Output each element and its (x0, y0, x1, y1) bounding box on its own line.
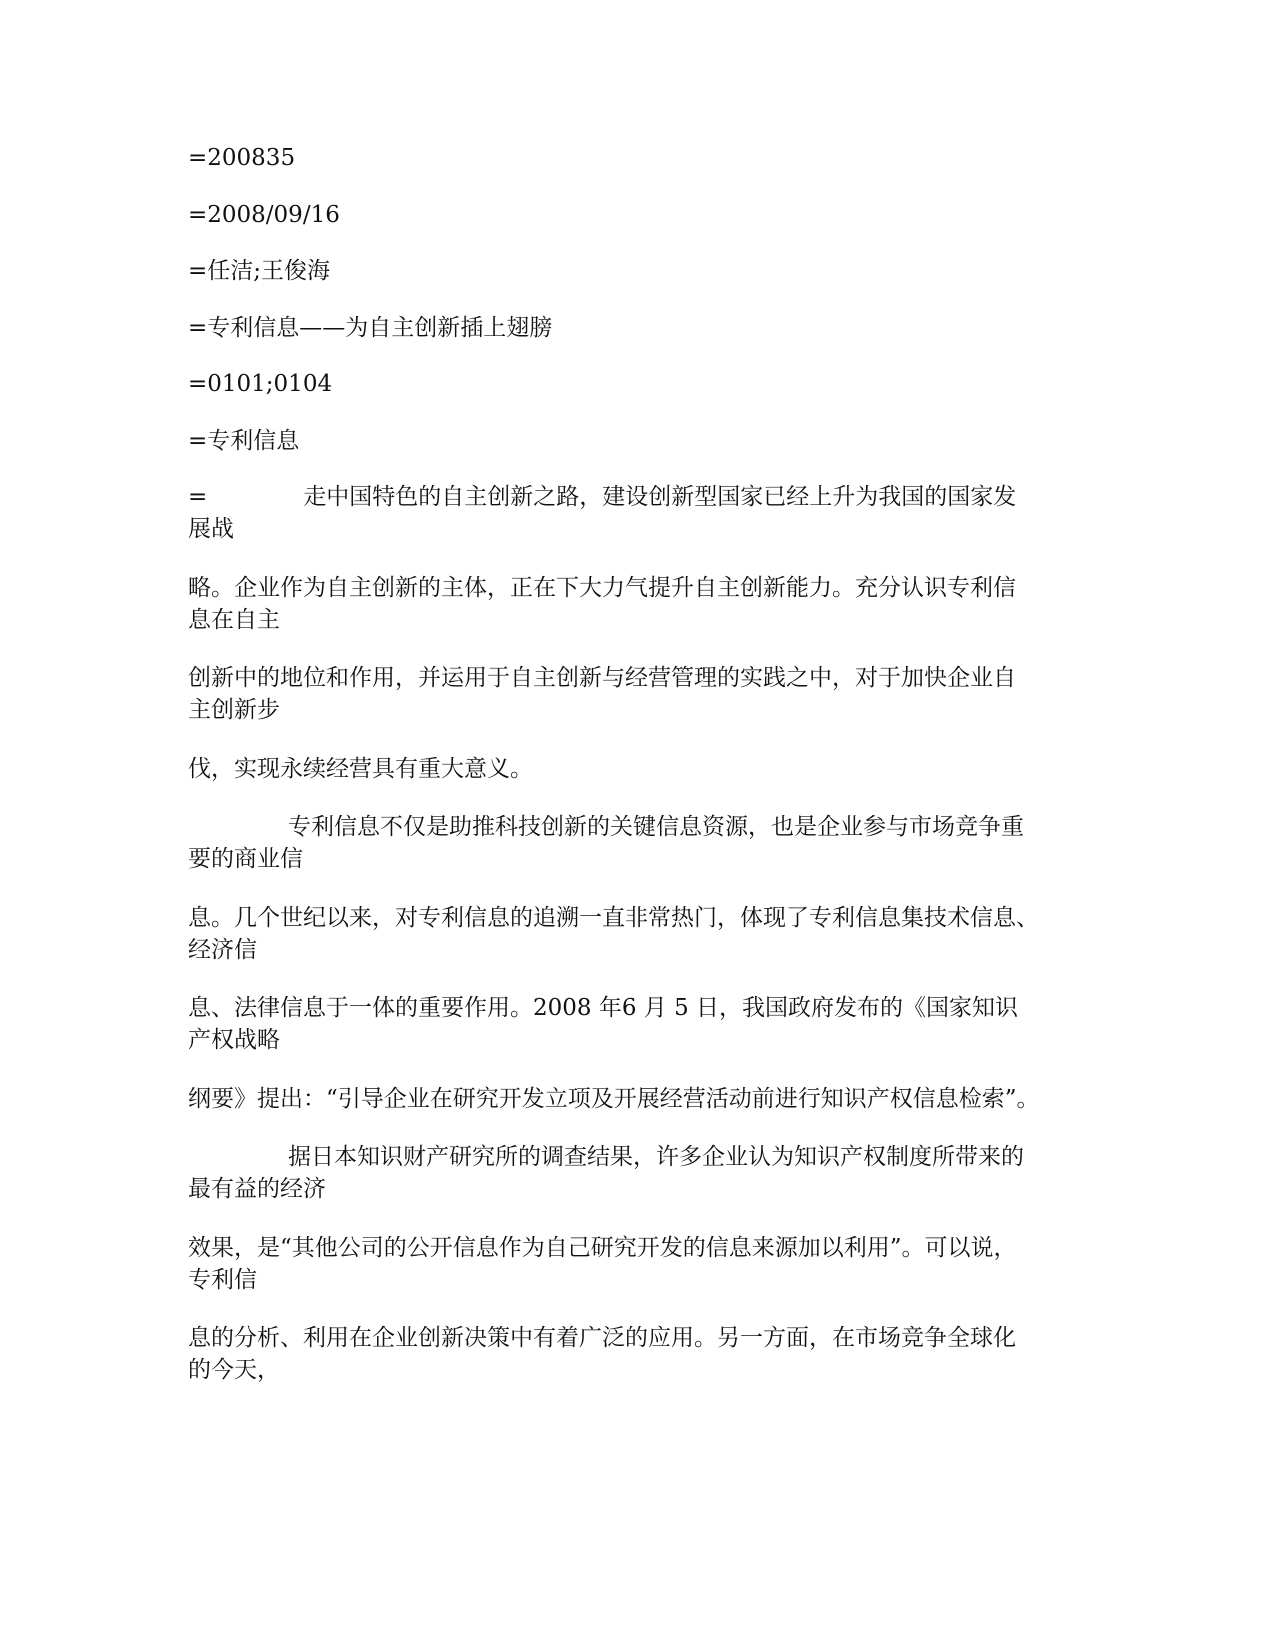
body-text: 专利信息不仅是助推科技创新的关键信息资源，也是企业参与市场竞争重 (288, 814, 1024, 840)
body-line-12: 息、法律信息于一体的重要作用。2008 年6 月 5 日，我国政府发布的《国家知识 (188, 995, 1019, 1021)
body-line-17: 效果，是“其他公司的公开信息作为自己研究开发的信息来源加以利用”。可以说， (188, 1235, 1017, 1261)
body-line-19: 息的分析、利用在企业创新决策中有着广泛的应用。另一方面，在市场竞争全球化 (188, 1325, 1016, 1351)
body-line-15 (188, 1141, 1024, 1173)
body-prefix: = (188, 484, 208, 510)
body-line-13: 产权战略 (188, 1027, 280, 1053)
body-line-3: 略。企业作为自主创新的主体，正在下大力气提升自主创新能力。充分认识专利信 (188, 575, 1016, 601)
field-date: =2008/09/16 (188, 202, 340, 228)
body-line-4: 息在自主 (188, 607, 280, 633)
body-line-11: 经济信 (188, 937, 257, 963)
body-line-18: 专利信 (188, 1267, 257, 1293)
body-text: 走中国特色的自主创新之路，建设创新型国家已经上升为我国的国家发 (303, 484, 1017, 510)
body-line-7: 伐，实现永续经营具有重大意义。 (188, 756, 533, 782)
body-text: 据日本知识财产研究所的调查结果，许多企业认为知识产权制度所带来的 (288, 1144, 1024, 1170)
field-keywords: =专利信息 (188, 428, 300, 454)
field-authors: =任洁;王俊海 (188, 258, 331, 284)
body-line-20: 的今天， (188, 1357, 280, 1383)
body-line-6: 主创新步 (188, 697, 280, 723)
body-line-14: 纲要》提出：“引导企业在研究开发立项及开展经营活动前进行知识产权信息检索”。 (188, 1086, 1040, 1112)
body-line-8 (188, 811, 1024, 843)
body-line-16: 最有益的经济 (188, 1176, 326, 1202)
body-line-1 (188, 481, 1016, 513)
body-line-9: 要的商业信 (188, 846, 303, 872)
body-line-10: 息。几个世纪以来，对专利信息的追溯一直非常热门，体现了专利信息集技术信息、 (188, 905, 1039, 931)
field-classification: =0101;0104 (188, 371, 333, 397)
body-line-5: 创新中的地位和作用，并运用于自主创新与经营管理的实践之中，对于加快企业自 (188, 665, 1016, 691)
body-line-2: 展战 (188, 516, 234, 542)
field-issue: =200835 (188, 145, 296, 171)
field-title: =专利信息——为自主创新插上翅膀 (188, 315, 553, 341)
